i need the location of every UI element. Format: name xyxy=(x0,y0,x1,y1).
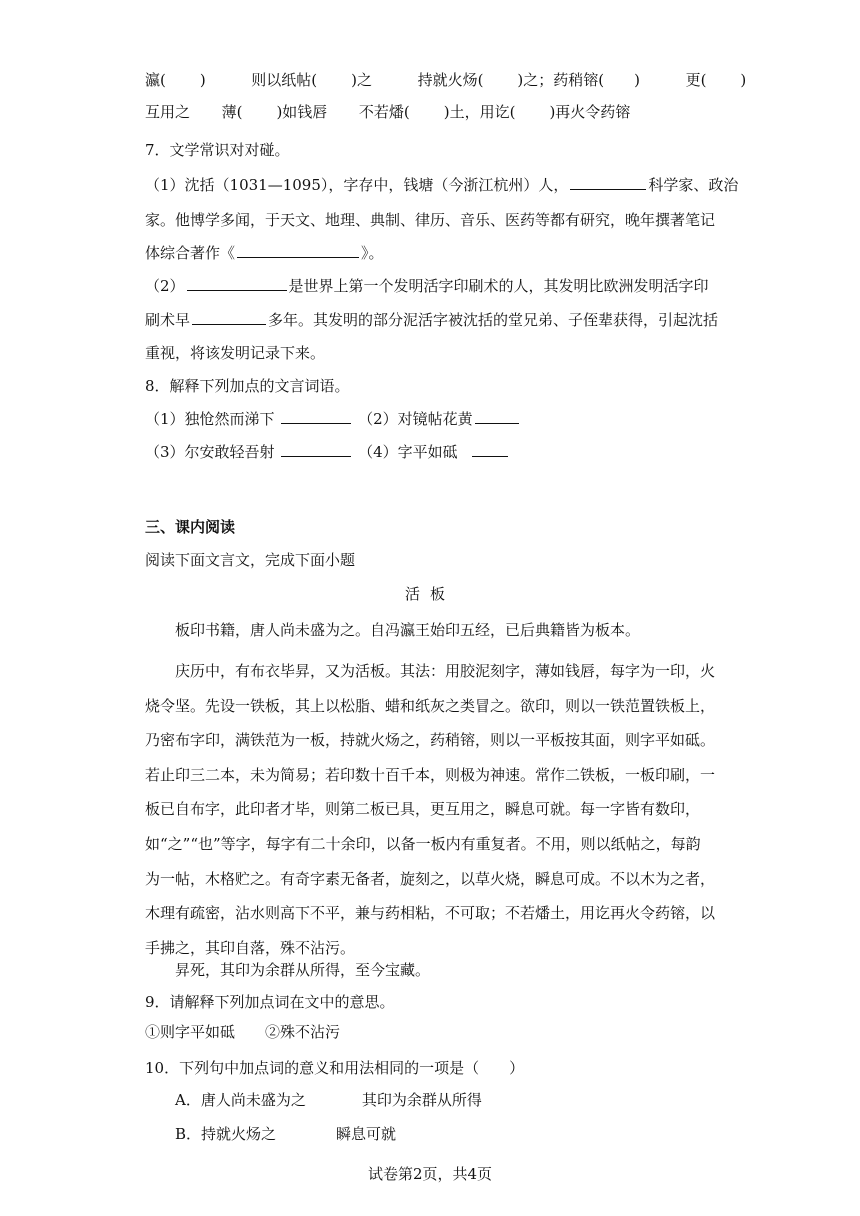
question-9-title: 9．请解释下列加点词在文中的意思。 xyxy=(145,993,395,1011)
q7-part2-line3: 重视，将该发明记录下来。 xyxy=(145,344,326,362)
vocab-yang: 持就火炀( xyxy=(417,71,484,89)
q7-part2-line1: （2） 是世界上第一个发明活字印刷术的人，其发明比欧洲发明活字印 xyxy=(145,277,709,295)
page-footer: 试卷第2页，共4页 xyxy=(367,1165,493,1183)
q9-items: ①则字平如砥 ②殊不沾污 xyxy=(145,1023,341,1041)
q10-option-b[interactable]: B．持就火炀之 瞬息可就 xyxy=(175,1125,397,1143)
q7-part1-line2: 家。他博学多闻，于天文、地理、典制、律历、音乐、医药等都有研究，晚年撰著笔记 xyxy=(145,211,716,229)
vocab-line-2: 互用之 薄( )如钱唇 不若燔( )土，用讫( )再火令药镕 xyxy=(145,103,631,121)
q8-row-1: （1）独怆然而涕下 （2）对镜帖花黄 xyxy=(145,409,521,429)
passage-paragraph-2: 庆历中，有布衣毕昇，又为活板。其法：用胶泥刻字，薄如钱唇，每字为一印，火烧令坚。先设一铁板，其上以松脂、蜡和纸灰之类冒之。欲印，则以一铁范置铁板上，乃密布字印，满铁范为一板，持就火炀之，药稍镕，则以一平板按其面，则字平如砥。若止印三二本，未为简易；若印数十百千本，则极为神速。常作二铁板，一板印刷，一板已自布字，此印者才毕，则第二板已具，更互用之，瞬息可就。每一字皆有数印，如“之”“也”等字，每字有二十余印，以备一板内有重复者。不用，则以纸帖之，每韵为一帖，木格贮之。有奇字素无备者，旋刻之，以草火烧，瞬息可成。不以木为之者，木理有疏密，沾水则高下不平，兼与药相粘，不可取；不若燔土，用讫再火令药镕，以手拂之，其印自落，殊不沾污。 xyxy=(145,662,716,957)
q7-part1-line3: 体综合著作《 》。 xyxy=(145,244,384,262)
answer-blank[interactable] xyxy=(237,243,359,258)
section-instruction: 阅读下面文言文，完成下面小题 xyxy=(145,551,356,569)
question-8-title: 8．解释下列加点的文言词语。 xyxy=(145,377,350,395)
question-10-title: 10．下列句中加点词的意义和用法相同的一项是（ ） xyxy=(145,1059,525,1077)
vocab-line-1: 瀛( ) 则以纸帖( )之 持就火炀( )之；药稍镕( ) 更( ) xyxy=(145,71,747,89)
q7-part1-line1: （1）沈括（1031—1095），字存中，钱塘（今浙江杭州）人， 科学家、政治 xyxy=(145,176,739,194)
answer-blank[interactable] xyxy=(187,276,287,291)
question-7-title: 7．文学常识对对碰。 xyxy=(145,141,290,159)
passage-title: 活板 xyxy=(404,585,455,603)
q8-row-2: （3）尔安敢轻吾射 （4）字平如砥 xyxy=(145,442,510,462)
answer-blank[interactable] xyxy=(192,310,266,325)
passage-paragraph-1: 板印书籍，唐人尚未盛为之。自冯瀛王始印五经，已后典籍皆为板本。 xyxy=(175,621,641,639)
q7-part2-line2: 刷术早 多年。其发明的部分泥活字被沈括的堂兄弟、子侄辈获得，引起沈括 xyxy=(145,311,719,329)
answer-blank[interactable] xyxy=(475,409,519,424)
vocab-bo: 薄( xyxy=(221,103,243,121)
answer-blank[interactable] xyxy=(570,175,646,190)
vocab-ying: 瀛( xyxy=(145,71,166,89)
q10-option-a[interactable]: A．唐人尚未盛为之 其印为余群从所得 xyxy=(175,1091,482,1109)
section-heading: 三、课内阅读 xyxy=(145,518,236,536)
answer-blank[interactable] xyxy=(281,409,351,424)
passage-paragraph-3: 昇死，其印为余群从所得，至今宝藏。 xyxy=(175,961,431,979)
vocab-geng: 更( xyxy=(685,71,707,89)
answer-blank[interactable] xyxy=(472,442,508,457)
vocab-fan: 不若燔( xyxy=(358,103,410,121)
answer-blank[interactable] xyxy=(281,442,351,457)
vocab-tie: 则以纸帖( xyxy=(251,71,318,89)
